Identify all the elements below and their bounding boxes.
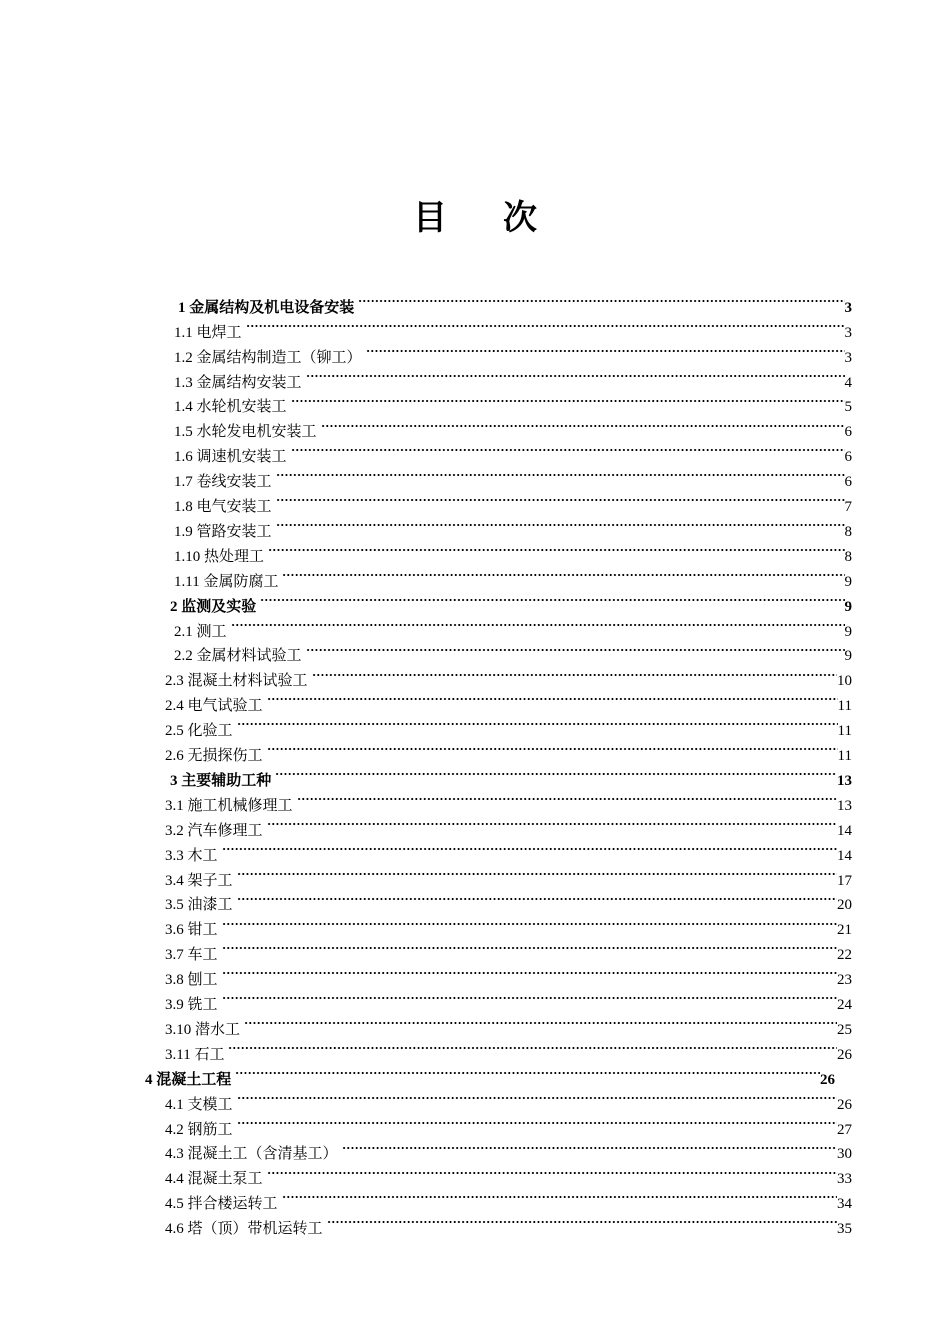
toc-leader-dots: [267, 1159, 837, 1184]
toc-section-entry[interactable]: [165, 1134, 852, 1163]
toc-section-entry[interactable]: [165, 685, 852, 715]
toc-section-entry[interactable]: [165, 735, 852, 765]
document-title: [0, 190, 950, 239]
toc-entry-label: 3.2 汽车修理工: [165, 822, 263, 839]
toc-entry-label: 4.5 拌合楼运转工: [165, 1196, 278, 1213]
toc-entry-label: 2.3 混凝土材料试验工: [165, 673, 308, 690]
toc-leader-dots: [268, 536, 844, 561]
toc-section-entry[interactable]: [174, 536, 852, 565]
toc-leader-dots: [237, 1109, 837, 1134]
toc-chapter-entry[interactable]: [170, 586, 852, 615]
toc-entry-label: 1.9 管路安装工: [174, 523, 272, 540]
toc-entry-label: 2.6 无损探伤工: [165, 748, 263, 765]
toc-entry-page-number: 13: [837, 797, 852, 814]
toc-leader-dots: [237, 860, 837, 885]
toc-leader-dots: [228, 1034, 837, 1059]
toc-section-entry[interactable]: [165, 661, 852, 690]
toc-entry-label: 2 监测及实验: [170, 598, 257, 615]
toc-entry-label: 1.11 金属防腐工: [174, 573, 279, 590]
toc-leader-dots: [222, 959, 837, 984]
toc-entry-page-number: 35: [837, 1221, 852, 1238]
toc-leader-dots: [306, 362, 845, 387]
toc-entry-label: 4.2 钢筋工: [165, 1121, 233, 1138]
toc-section-entry[interactable]: [174, 436, 852, 466]
toc-entry-page-number: 3: [844, 349, 852, 366]
toc-leader-dots: [282, 1183, 837, 1208]
toc-leader-dots: [222, 835, 837, 860]
toc-entry-page-number: 9: [844, 623, 852, 640]
toc-entry-page-number: 22: [837, 947, 852, 964]
toc-entry-page-number: 9: [844, 598, 852, 615]
toc-entry-label: 3.7 车工: [165, 947, 218, 964]
toc-leader-dots: [275, 760, 837, 785]
toc-entry-label: 3.9 铣工: [165, 997, 218, 1014]
toc-entry-page-number: 6: [844, 474, 852, 491]
toc-entry-label: 3.4 架子工: [165, 872, 233, 889]
toc-entry-page-number: 26: [837, 1096, 852, 1113]
title-char-1: 目: [413, 198, 447, 238]
toc-leader-dots: [235, 1059, 820, 1084]
toc-entry-label: 1.4 水轮机安装工: [174, 399, 287, 416]
toc-entry-label: 3.11 石工: [165, 1046, 225, 1063]
toc-entry-label: 3.10 潜水工: [165, 1021, 241, 1038]
toc-entry-label: 3.6 钳工: [165, 922, 218, 939]
toc-section-entry[interactable]: [174, 412, 852, 441]
toc-leader-dots: [260, 586, 844, 611]
toc-entry-page-number: 26: [820, 1071, 835, 1088]
toc-entry-label: 1.2 金属结构制造工（铆工）: [174, 349, 362, 366]
toc-section-entry[interactable]: [174, 561, 852, 590]
toc-entry-label: 4.6 塔（顶）带机运转工: [165, 1221, 323, 1238]
toc-leader-dots: [276, 461, 845, 486]
toc-section-entry[interactable]: [165, 934, 852, 964]
toc-entry-page-number: 13: [837, 772, 852, 789]
toc-entry-page-number: 11: [837, 748, 852, 765]
toc-section-entry[interactable]: [174, 362, 852, 391]
toc-entry-page-number: 24: [837, 997, 852, 1014]
toc-leader-dots: [267, 685, 838, 710]
toc-entry-label: 3.8 刨工: [165, 972, 218, 989]
toc-entry-page-number: 23: [837, 972, 852, 989]
toc-entry-label: 2.2 金属材料试验工: [174, 648, 302, 665]
toc-leader-dots: [291, 387, 845, 412]
toc-leader-dots: [222, 984, 837, 1009]
toc-entry-label: 2.4 电气试验工: [165, 698, 263, 715]
toc-entry-label: 3.5 油漆工: [165, 897, 233, 914]
toc-leader-dots: [222, 934, 837, 959]
toc-entry-page-number: 7: [844, 499, 852, 516]
toc-leader-dots: [327, 1208, 837, 1233]
toc-entry-page-number: 34: [837, 1196, 852, 1213]
toc-leader-dots: [276, 486, 845, 511]
toc-entry-page-number: 20: [837, 897, 852, 914]
toc-section-entry[interactable]: [174, 636, 852, 665]
toc-leader-dots: [267, 810, 837, 835]
toc-section-entry[interactable]: [174, 486, 852, 516]
toc-section-entry[interactable]: [165, 1084, 852, 1113]
toc-section-entry[interactable]: [165, 1159, 852, 1188]
toc-leader-dots: [358, 287, 844, 312]
toc-chapter-entry[interactable]: [170, 760, 852, 789]
toc-section-entry[interactable]: [174, 312, 852, 341]
toc-leader-dots: [321, 412, 845, 437]
toc-entry-label: 1 金属结构及机电设备安装: [178, 299, 355, 316]
toc-leader-dots: [282, 561, 844, 586]
toc-entry-page-number: 9: [844, 573, 852, 590]
toc-entry-page-number: 14: [837, 847, 852, 864]
toc-entry-label: 1.10 热处理工: [174, 548, 265, 565]
toc-entry-page-number: 11: [837, 723, 852, 740]
toc-leader-dots: [246, 312, 845, 337]
toc-section-entry[interactable]: [174, 387, 852, 416]
toc-section-entry[interactable]: [165, 959, 852, 989]
toc-entry-label: 1.1 电焊工: [174, 324, 242, 341]
toc-section-entry[interactable]: [174, 611, 852, 640]
title-char-2: 次: [503, 198, 537, 238]
toc-entry-page-number: 6: [844, 449, 852, 466]
toc-entry-page-number: 9: [844, 648, 852, 665]
toc-entry-page-number: 30: [837, 1146, 852, 1163]
toc-entry-label: 4 混凝土工程: [145, 1071, 232, 1088]
toc-entry-label: 4.3 混凝土工（含清基工）: [165, 1146, 338, 1163]
toc-entry-label: 4.4 混凝土泵工: [165, 1171, 263, 1188]
toc-entry-page-number: 4: [844, 374, 852, 391]
toc-section-entry[interactable]: [165, 860, 852, 889]
toc-leader-dots: [366, 337, 845, 362]
toc-entry-page-number: 10: [837, 673, 852, 690]
toc-section-entry[interactable]: [165, 984, 852, 1014]
toc-leader-dots: [237, 885, 837, 910]
toc-entry-page-number: 8: [844, 548, 852, 565]
toc-leader-dots: [297, 785, 837, 810]
toc-section-entry[interactable]: [174, 511, 852, 540]
toc-section-entry[interactable]: [165, 885, 852, 914]
toc-entry-label: 1.3 金属结构安装工: [174, 374, 302, 391]
toc-section-entry[interactable]: [165, 710, 852, 740]
toc-entry-page-number: 21: [837, 922, 852, 939]
toc-leader-dots: [267, 735, 838, 760]
toc-section-entry[interactable]: [174, 337, 852, 366]
toc-entry-page-number: 3: [844, 299, 852, 316]
toc-leader-dots: [306, 636, 845, 661]
toc-entry-page-number: 11: [837, 698, 852, 715]
toc-section-entry[interactable]: [174, 461, 852, 491]
toc-entry-page-number: 6: [844, 424, 852, 441]
toc-entry-page-number: 17: [837, 872, 852, 889]
toc-entry-page-number: 14: [837, 822, 852, 839]
toc-chapter-entry[interactable]: [145, 1059, 835, 1088]
toc-entry-label: 1.5 水轮发电机安装工: [174, 424, 317, 441]
toc-entry-label: 2.5 化验工: [165, 723, 233, 740]
toc-section-entry[interactable]: [165, 835, 852, 864]
toc-leader-dots: [342, 1134, 837, 1159]
toc-entry-label: 3 主要辅助工种: [170, 772, 272, 789]
toc-leader-dots: [237, 1084, 837, 1109]
toc-entry-label: 1.6 调速机安装工: [174, 449, 287, 466]
toc-chapter-entry[interactable]: [178, 287, 852, 316]
toc-entry-page-number: 3: [844, 324, 852, 341]
toc-entry-page-number: 33: [837, 1171, 852, 1188]
toc-entry-label: 1.8 电气安装工: [174, 499, 272, 516]
toc-entry-label: 3.1 施工机械修理工: [165, 797, 293, 814]
toc-entry-page-number: 26: [837, 1046, 852, 1063]
toc-leader-dots: [237, 710, 838, 735]
toc-leader-dots: [276, 511, 845, 536]
toc-section-entry[interactable]: [165, 810, 852, 839]
toc-entry-label: 3.3 木工: [165, 847, 218, 864]
toc-section-entry[interactable]: [165, 785, 852, 814]
toc-entry-label: 4.1 支模工: [165, 1096, 233, 1113]
toc-leader-dots: [231, 611, 845, 636]
toc-entry-label: 1.7 卷线安装工: [174, 474, 272, 491]
toc-leader-dots: [244, 1009, 837, 1034]
toc-leader-dots: [291, 436, 845, 461]
toc-entry-page-number: 8: [844, 523, 852, 540]
toc-leader-dots: [222, 910, 837, 935]
toc-entry-page-number: 5: [844, 399, 852, 416]
toc-section-entry[interactable]: [165, 1109, 852, 1138]
toc-entry-label: 2.1 测工: [174, 623, 227, 640]
toc-section-entry[interactable]: [165, 910, 852, 939]
toc-entry-page-number: 25: [837, 1021, 852, 1038]
toc-section-entry[interactable]: [165, 1034, 852, 1063]
toc-section-entry[interactable]: [165, 1208, 852, 1238]
toc-entry-page-number: 27: [837, 1121, 852, 1138]
toc-section-entry[interactable]: [165, 1183, 852, 1213]
toc-leader-dots: [312, 661, 837, 686]
toc-section-entry[interactable]: [165, 1009, 852, 1038]
